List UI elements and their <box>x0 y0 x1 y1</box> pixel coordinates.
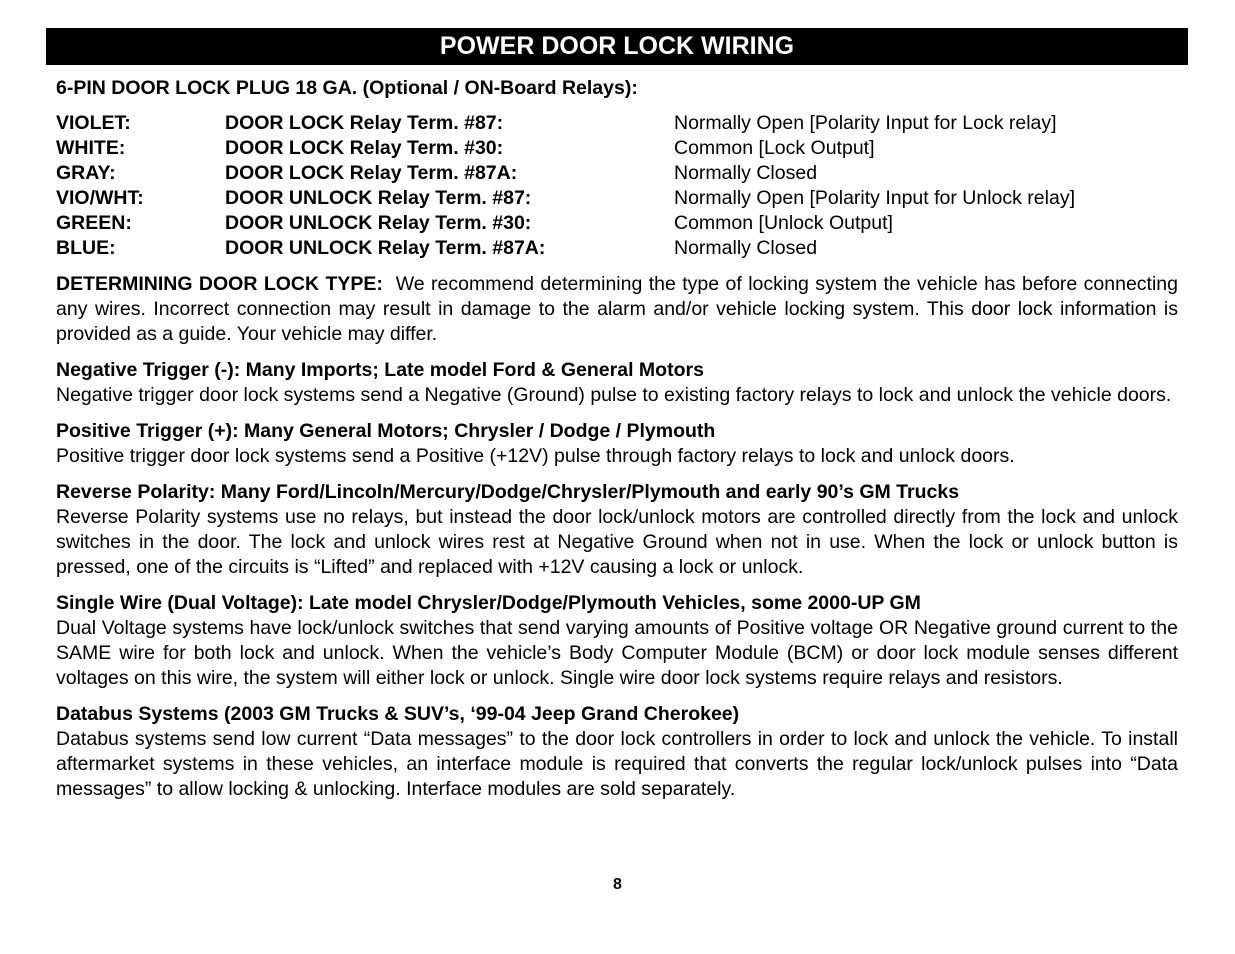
wire-color: GRAY: <box>56 162 116 184</box>
section-body: Reverse Polarity systems use no relays, but instead the door lock/unlock motors are controlled directly from the lock and unlock switches in the door. The lock and unlock wires rest at Negative Ground when not in use. When the lock or unlock button is pressed, one of the circuits is “Lifted” and replaced with +12V causing a lock or unlock. <box>56 506 1178 578</box>
table-row <box>56 161 1075 186</box>
wire-description: Common [Unlock Output] <box>674 212 893 234</box>
section-positive-trigger <box>56 419 1178 469</box>
table-row <box>56 136 1075 161</box>
table-row <box>56 111 1075 136</box>
section-heading: Positive Trigger (+): Many General Motors; Chrysler / Dodge / Plymouth <box>56 420 716 442</box>
wire-description: Common [Lock Output] <box>674 137 875 159</box>
wire-terminal: DOOR UNLOCK Relay Term. #87A: <box>225 237 546 259</box>
wire-terminal: DOOR LOCK Relay Term. #30: <box>225 137 504 159</box>
wire-color: GREEN: <box>56 212 132 234</box>
section-heading: Single Wire (Dual Voltage): Late model Chrysler/Dodge/Plymouth Vehicles, some 2000-UP GM <box>56 592 921 614</box>
wire-color: WHITE: <box>56 137 126 159</box>
section-heading: Reverse Polarity: Many Ford/Lincoln/Mercury/Dodge/Chrysler/Plymouth and early 90’s GM Trucks <box>56 481 960 503</box>
wire-table <box>56 111 1075 261</box>
section-heading: Databus Systems (2003 GM Trucks & SUV’s, ‘99-04 Jeep Grand Cherokee) <box>56 703 740 725</box>
table-row <box>56 211 1075 236</box>
page-title: POWER DOOR LOCK WIRING <box>46 28 1188 65</box>
section-reverse-polarity <box>56 480 1178 580</box>
determining-paragraph <box>56 272 1178 347</box>
section-single-wire <box>56 591 1178 691</box>
wire-description: Normally Open [Polarity Input for Lock relay] <box>674 112 1057 134</box>
section-body: Databus systems send low current “Data messages” to the door lock controllers in order to lock and unlock the vehicle. To install aftermarket systems in these vehicles, an interface module is required that converts the regular lock/unlock pulses into “Data messages” to allow locking & unlocking. Interface modules are sold separately. <box>56 728 1178 800</box>
section-body: Dual Voltage systems have lock/unlock switches that send varying amounts of Positive voltage OR Negative ground current to the SAME wire for both lock and unlock. When the vehicle’s Body Computer Module (BCM) or door lock module senses different voltages on this wire, the system will either lock or unlock. Single wire door lock systems require relays and resistors. <box>56 617 1178 689</box>
wire-color: VIOLET: <box>56 112 131 134</box>
wire-description: Normally Open [Polarity Input for Unlock relay] <box>674 187 1075 209</box>
page-number: 8 <box>613 876 622 893</box>
wire-description: Normally Closed <box>674 162 818 184</box>
determining-text: We recommend determining the type of locking system the vehicle has before connecting any wires. Incorrect connection may result in damage to the alarm and/or vehicle locking system. This door lock information is provided as a guide. Your vehicle may differ. <box>56 273 1178 345</box>
section-body: Negative trigger door lock systems send a Negative (Ground) pulse to existing factory relays to lock and unlock the vehicle doors. <box>56 384 1172 406</box>
wire-terminal: DOOR LOCK Relay Term. #87: <box>225 112 504 134</box>
plug-title: 6-PIN DOOR LOCK PLUG 18 GA. (Optional / ON-Board Relays): <box>56 77 638 99</box>
wire-terminal: DOOR UNLOCK Relay Term. #30: <box>225 212 532 234</box>
section-body: Positive trigger door lock systems send a Positive (+12V) pulse through factory relays to lock and unlock doors. <box>56 445 1015 467</box>
table-row <box>56 186 1075 211</box>
wire-color: BLUE: <box>56 237 116 259</box>
determining-lead: DETERMINING DOOR LOCK TYPE: <box>56 273 383 295</box>
section-negative-trigger <box>56 358 1178 408</box>
table-row <box>56 236 1075 261</box>
document-body <box>56 76 1178 802</box>
wire-terminal: DOOR LOCK Relay Term. #87A: <box>225 162 518 184</box>
wire-terminal: DOOR UNLOCK Relay Term. #87: <box>225 187 532 209</box>
wire-color: VIO/WHT: <box>56 187 144 209</box>
section-heading: Negative Trigger (-): Many Imports; Late model Ford & General Motors <box>56 359 704 381</box>
section-databus <box>56 702 1178 802</box>
wire-description: Normally Closed <box>674 237 818 259</box>
